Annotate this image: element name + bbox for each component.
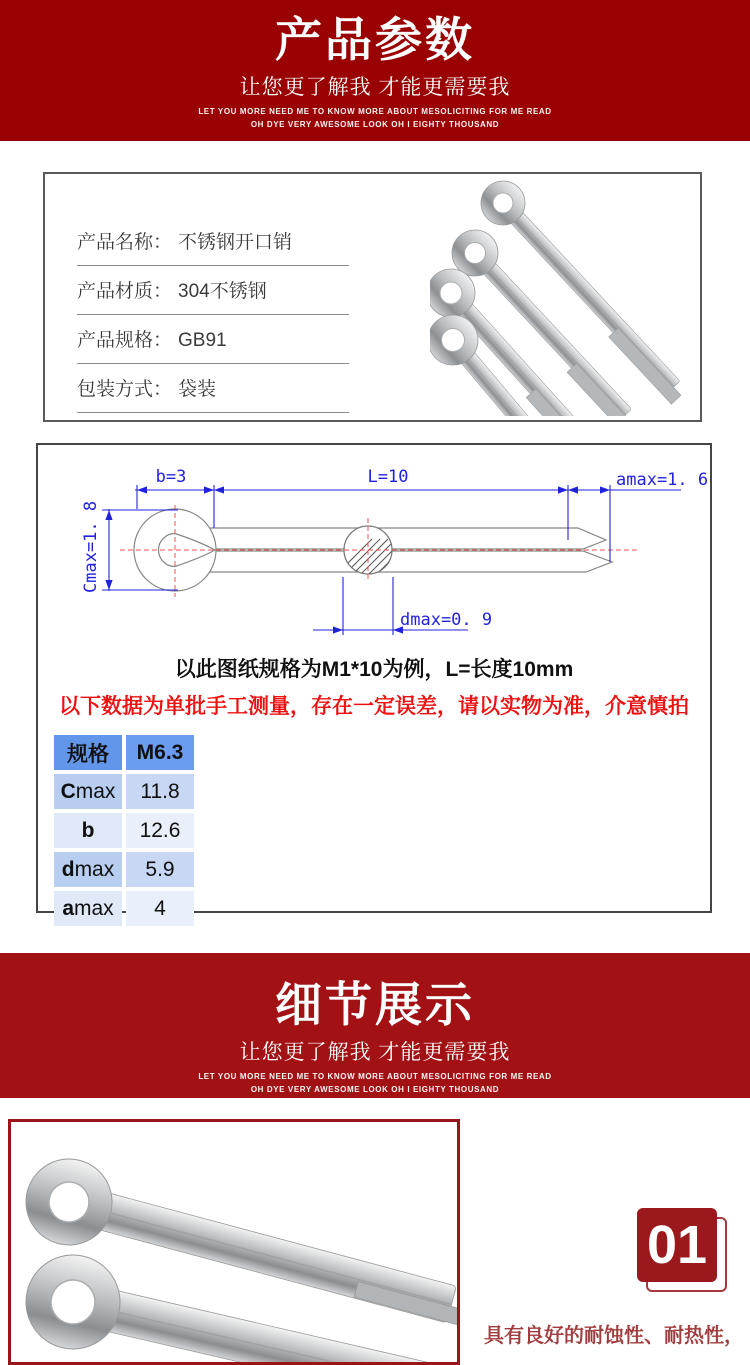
banner-tagline [0,106,750,132]
spec-row-dmax [54,852,194,887]
cotter-pins-photo [430,174,700,416]
dim-label-dmax: dmax=0. 9 [400,610,493,630]
number-badge: 01 [637,1208,717,1282]
spec-table [50,731,198,930]
cotter-pin-dimension-drawing [38,445,710,645]
product-info-card [43,172,702,422]
spec-header-label: 规格 [54,735,122,770]
spec-header-value: M6.3 [126,735,194,770]
product-row-value: 304不锈钢 [178,281,267,302]
feature-text: 具有良好的耐蚀性、耐热性， [484,1325,744,1347]
product-row-spec [77,328,349,364]
technical-drawing-card [36,443,712,920]
spec-label: Cmax [54,774,122,809]
banner-underline-bar [344,1107,406,1111]
spec-label: dmax [54,852,122,887]
spec-value: 12.6 [126,813,194,848]
dim-label-amax: amax=1. 6 [616,470,709,490]
cotter-pins-detail-photo [11,1122,457,1362]
drawing-caption: 以此图纸规格为M1*10为例，L=长度10mm [174,658,574,681]
spec-header-row [54,735,194,770]
detail-photo-card [8,1119,460,1365]
tagline-line-2: OH DYE VERY AWESOME LOOK OH I EIGHTY THOUSAND [250,1084,500,1094]
spec-row-amax [54,891,194,926]
spec-row-b [54,813,194,848]
tagline-line-1: LET YOU MORE NEED ME TO KNOW MORE ABOUT MESOLICITING FOR ME READ [198,107,552,116]
banner-product-params [0,0,750,141]
dim-label-l: L=10 [367,467,409,487]
banner-tagline [0,1071,750,1097]
tagline-line-2: OH DYE VERY AWESOME LOOK OH I EIGHTY THOUSAND [250,119,500,129]
spec-value: 5.9 [126,852,194,887]
product-row-label: 产品名称： [77,232,173,253]
banner-underline-bar [344,142,406,146]
banner-title: 产品参数 [275,13,475,66]
product-row-material [77,279,349,315]
upper-prong-outline [193,528,606,549]
banner-detail-display [0,953,750,1098]
spec-value: 11.8 [126,774,194,809]
product-row-name [77,230,349,266]
spec-value: 4 [126,891,194,926]
spec-label: amax [54,891,122,926]
measurement-warning: 以下数据为单批手工测量，存在一定误差，请以实物为准，介意慎拍 [59,695,689,718]
lower-prong-outline [193,551,612,572]
tagline-line-1: LET YOU MORE NEED ME TO KNOW MORE ABOUT MESOLICITING FOR ME READ [198,1072,552,1081]
product-row-label: 产品规格： [77,330,173,351]
spec-label: b [54,813,122,848]
product-row-value: GB91 [178,330,227,351]
product-row-label: 包装方式： [77,379,173,400]
banner-subtitle: 让您更了解我 才能更需要我 [239,76,511,99]
banner-title: 细节展示 [275,978,475,1031]
dim-label-b: b=3 [155,467,187,487]
spec-row-cmax [54,774,194,809]
dim-label-cmax: Cmax=1. 8 [81,500,101,593]
product-row-value: 不锈钢开口销 [178,232,293,253]
product-info-list [77,230,349,426]
product-row-packaging [77,377,349,413]
product-row-label: 产品材质： [77,281,173,302]
product-row-value: 袋装 [178,379,217,400]
banner-subtitle: 让您更了解我 才能更需要我 [239,1041,511,1064]
